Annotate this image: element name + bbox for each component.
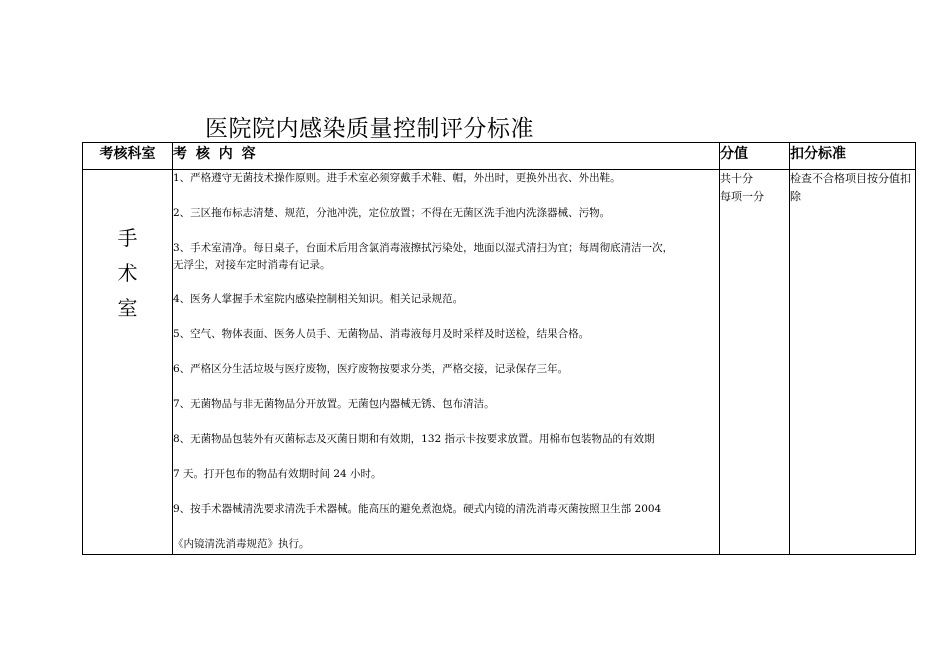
scoring-table	[82, 142, 916, 555]
criteria-item-3: 3、手术室清净。每日桌子，台面术后用含氯消毒液擦拭污染处，地面以湿式清扫为宜；每周彻底清洁一次，	[173, 242, 674, 254]
dept-cell	[83, 170, 173, 555]
criteria-item-1: 1、严格遵守无菌技术操作原则。进手术室必须穿戴手术鞋、帽，外出时，更换外出衣、外出鞋。	[173, 172, 621, 184]
header-content: 考 核 内 容	[173, 143, 720, 170]
score-per-item: 每项一分	[720, 190, 764, 203]
deduct-cell	[790, 170, 916, 555]
criteria-item-5: 5、空气、物体表面、医务人员手、无菌物品、消毒液每月及时采样及时送检，结果合格。	[173, 328, 590, 340]
criteria-item-9-cont: 《内镜清洗消毒规范》执行。	[173, 538, 310, 550]
criteria-item-7: 7、无菌物品与非无菌物品分开放置。无菌包内器械无锈、包布清洁。	[173, 398, 495, 410]
criteria-item-8-cont: 7 天。打开包布的物品有效期时间 24 小时。	[173, 468, 382, 480]
header-deduct: 扣分标准	[790, 143, 916, 170]
table-row	[83, 170, 916, 555]
criteria-item-9: 9、按手术器械清洗要求清洗手术器械。能高压的避免煮泡烧。硬式内镜的清洗消毒灭菌按照卫生部 2004	[173, 503, 662, 515]
criteria-item-4: 4、医务人掌握手术室院内感染控制相关知识。相关记录规范。	[173, 293, 464, 305]
header-score: 分值	[720, 143, 790, 170]
deduct-rule: 检查不合格项目按分值扣除	[790, 172, 911, 203]
content-cell	[173, 170, 720, 555]
dept-name: 手术室	[117, 226, 138, 320]
header-dept: 考核科室	[83, 143, 173, 170]
criteria-item-3-cont: 无浮尘，对接车定时消毒有记录。	[173, 259, 331, 271]
criteria-item-6: 6、严格区分生活垃圾与医疗废物，医疗废物按要求分类，严格交接，记录保存三年。	[173, 363, 569, 375]
criteria-item-8: 8、无菌物品包装外有灭菌标志及灭菌日期和有效期，132 指示卡按要求放置。用棉布包装物品的有效期	[173, 433, 655, 445]
score-cell	[720, 170, 790, 555]
header-row	[83, 143, 916, 170]
score-total: 共十分	[720, 172, 753, 185]
page-title: 医院院内感染质量控制评分标准	[205, 116, 534, 142]
criteria-item-2: 2、三区拖布标志清楚、规范，分池冲洗，定位放置；不得在无菌区洗手池内洗涤器械、污物。	[173, 207, 611, 219]
